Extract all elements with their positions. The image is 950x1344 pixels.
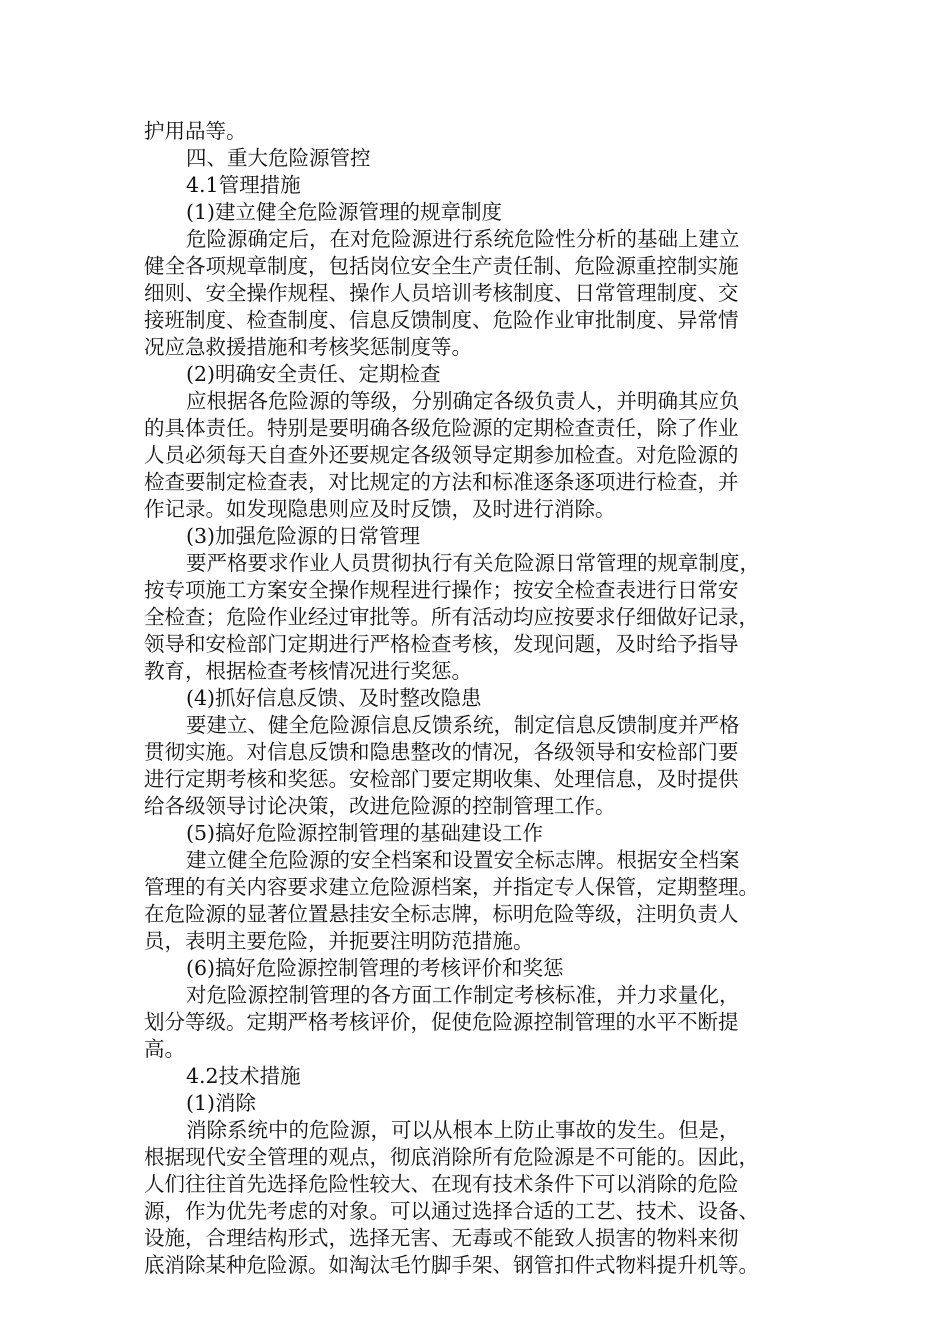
paragraph-line: 况应急救援措施和考核奖惩制度等。 — [144, 335, 472, 359]
paragraph-line: 全检查；危险作业经过审批等。所有活动均应按要求仔细做好记录， — [144, 605, 759, 629]
paragraph-line: 划分等级。定期严格考核评价，促使危险源控制管理的水平不断提 — [144, 1010, 739, 1034]
paragraph-line: 接班制度、检查制度、信息反馈制度、危险作业审批制度、异常情 — [144, 308, 739, 332]
paragraph-line: 底消除某种危险源。如淘汰毛竹脚手架、钢管扣件式物料提升机等。 — [144, 1253, 759, 1277]
paragraph-line: 护用品等。 — [144, 119, 247, 143]
document-page — [144, 118, 804, 1279]
item-heading: (2)明确安全责任、定期检查 — [186, 362, 441, 386]
paragraph-line: 贯彻实施。对信息反馈和隐患整改的情况，各级领导和安检部门要 — [144, 740, 739, 764]
paragraph-line: 人们往往首先选择危险性较大、在现有技术条件下可以消除的危险 — [144, 1172, 739, 1196]
item-heading: (6)搞好危险源控制管理的考核评价和奖惩 — [186, 956, 564, 980]
paragraph-line: 要严格要求作业人员贯彻执行有关危险源日常管理的规章制度， — [186, 551, 760, 575]
item-heading: (5)搞好危险源控制管理的基础建设工作 — [186, 821, 544, 845]
paragraph-line: 按专项施工方案安全操作规程进行操作；按安全检查表进行日常安 — [144, 578, 739, 602]
item-heading: (1)建立健全危险源管理的规章制度 — [186, 200, 503, 224]
item-heading: (1)消除 — [186, 1091, 257, 1115]
paragraph-line: 应根据各危险源的等级，分别确定各级负责人，并明确其应负 — [186, 389, 740, 413]
paragraph-line: 检查要制定检查表，对比规定的方法和标准逐条逐项进行检查，并 — [144, 470, 739, 494]
paragraph-line: 员，表明主要危险，并扼要注明防范措施。 — [144, 929, 534, 953]
paragraph-line: 根据现代安全管理的观点，彻底消除所有危险源是不可能的。因此， — [144, 1145, 759, 1169]
subsection-heading: 4.2技术措施 — [186, 1064, 301, 1088]
paragraph-line: 要建立、健全危险源信息反馈系统，制定信息反馈制度并严格 — [186, 713, 740, 737]
paragraph-line: 细则、安全操作规程、操作人员培训考核制度、日常管理制度、交 — [144, 281, 739, 305]
paragraph-line: 高。 — [144, 1037, 185, 1061]
paragraph-line: 领导和安检部门定期进行严格检查考核，发现问题，及时给予指导 — [144, 632, 739, 656]
paragraph-line: 建立健全危险源的安全档案和设置安全标志牌。根据安全档案 — [186, 848, 740, 872]
paragraph-line: 源，作为优先考虑的对象。可以通过选择合适的工艺、技术、设备、 — [144, 1199, 759, 1223]
paragraph-line: 危险源确定后，在对危险源进行系统危险性分析的基础上建立 — [186, 227, 740, 251]
paragraph-line: 管理的有关内容要求建立危险源档案，并指定专人保管，定期整理。 — [144, 875, 759, 899]
paragraph-line: 对危险源控制管理的各方面工作制定考核标准，并力求量化， — [186, 983, 740, 1007]
paragraph-line: 人员必须每天自查外还要规定各级领导定期参加检查。对危险源的 — [144, 443, 739, 467]
item-heading: (4)抓好信息反馈、及时整改隐患 — [186, 686, 482, 710]
paragraph-line: 进行定期考核和奖惩。安检部门要定期收集、处理信息，及时提供 — [144, 767, 739, 791]
subsection-heading: 4.1管理措施 — [186, 173, 301, 197]
paragraph-line: 给各级领导讨论决策，改进危险源的控制管理工作。 — [144, 794, 616, 818]
paragraph-line: 教育，根据检查考核情况进行奖惩。 — [144, 659, 472, 683]
paragraph-line: 设施，合理结构形式，选择无害、无毒或不能致人损害的物料来彻 — [144, 1226, 739, 1250]
section-heading: 四、重大危险源管控 — [186, 146, 371, 170]
paragraph-line: 在危险源的显著位置悬挂安全标志牌，标明危险等级，注明负责人 — [144, 902, 739, 926]
paragraph-line: 的具体责任。特别是要明确各级危险源的定期检查责任，除了作业 — [144, 416, 739, 440]
paragraph-line: 健全各项规章制度，包括岗位安全生产责任制、危险源重控制实施 — [144, 254, 739, 278]
paragraph-line: 作记录。如发现隐患则应及时反馈，及时进行消除。 — [144, 497, 616, 521]
paragraph-line: 消除系统中的危险源，可以从根本上防止事故的发生。但是， — [186, 1118, 740, 1142]
item-heading: (3)加强危险源的日常管理 — [186, 524, 421, 548]
